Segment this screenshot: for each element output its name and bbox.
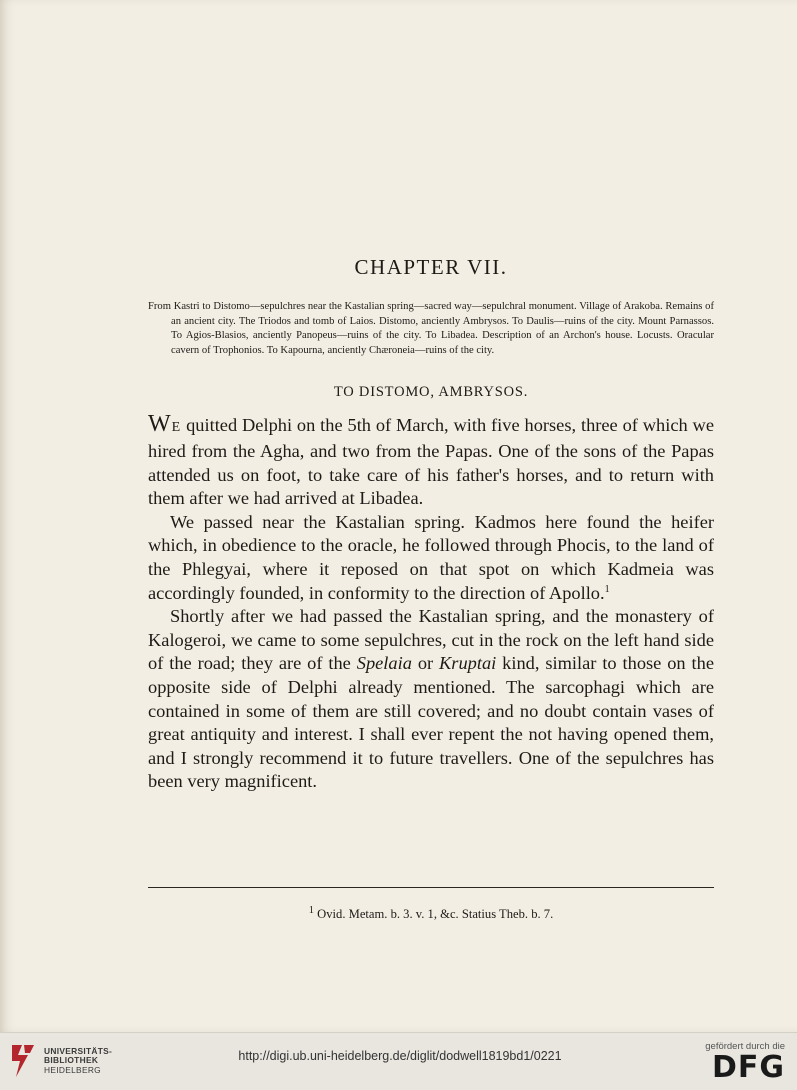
page-content xyxy=(148,255,714,794)
paragraph-3-text-b: kind, similar to those on the opposite side of Delphi already mentioned. The sarcophagi which are contained in some of them are still covered; and no doubt contain vases of great antiquity and interest. I shall ever repent the not having opened them, and I strongly recommend it to future travellers. One of the sepulchres has been very magnificent. xyxy=(148,653,714,792)
term-kruptai: Kruptai xyxy=(439,653,497,674)
viewer-footer xyxy=(0,1032,797,1090)
paragraph-2-text: We passed near the Kastalian spring. Kadmos here found the heifer which, in obedience to the oracle, he followed through Phocis, to the land of the Phlegyai, where it reposed on that spot on which Kadmeia was accordingly founded, in conformity to the direction of Apollo. xyxy=(148,511,714,603)
footnote-divider xyxy=(148,887,714,888)
dfg-logo: DFG xyxy=(711,1050,785,1085)
dfg-sponsor[interactable] xyxy=(705,1041,785,1084)
footnote-text: Ovid. Metam. b. 3. v. 1, &c. Statius Theb. b. 7. xyxy=(313,907,554,922)
chapter-title: CHAPTER VII. xyxy=(354,255,508,279)
paragraph-3 xyxy=(148,605,714,794)
drop-cap: W xyxy=(148,411,172,438)
term-spelaia: Spelaia xyxy=(356,653,412,674)
library-name xyxy=(44,1047,112,1076)
paragraph-3-text-a: Shortly after we had passed the Kastalian spring, and the monastery of Kalogeroi, we came to some sepulchres, cut in the rock on the left hand side of the road; they are of the xyxy=(148,606,714,674)
footnote xyxy=(148,905,714,922)
paragraph-3-or: or xyxy=(411,653,440,674)
library-name-line-3: HEIDELBERG xyxy=(44,1064,101,1075)
library-name-line-2: BIBLIOTHEK xyxy=(44,1055,99,1066)
chapter-summary: From Kastri to Distomo—sepulchres near the Kastalian spring—sacred way—sepulchral monument. Village of Arakoba. Remains of an ancient city. The Triodos and tomb of Laios. Distomo, anciently Ambrysos. To Daulis—ruins of the city. Mount Parnassos. To Agios-Blasios, anciently Panopeus—ruins of the city. To Libadea. Description of an Archon's house. Locusts. Oracular cavern of Trophonios. To Kapourna, anciently Chæroneia—ruins of the city. xyxy=(148,301,714,356)
library-emblem-icon xyxy=(8,1043,38,1079)
small-cap: E xyxy=(171,420,182,436)
university-library-logo[interactable] xyxy=(8,1043,112,1079)
footnote-marker: 1 xyxy=(308,905,314,916)
library-name-line-1: UNIVERSITÄTS- xyxy=(44,1045,113,1056)
paragraph-1-text: quitted Delphi on the 5th of March, with five horses, three of which we hired from the Agha, and two from the Papas. One of the sons of the Papas attended us on foot, to take care of his father's horses, and to return with them after we had arrived at Libadea. xyxy=(148,415,714,509)
section-heading: TO DISTOMO, AMBRYSOS. xyxy=(333,384,529,401)
sponsor-tagline: gefördert durch die xyxy=(705,1041,785,1052)
footnote-reference[interactable]: 1 xyxy=(604,583,610,595)
paragraph-2 xyxy=(148,511,714,605)
paragraph-1 xyxy=(148,413,714,510)
permalink-url[interactable]: http://digi.ub.uni-heidelberg.de/diglit/dodwell1819bd1/0221 xyxy=(238,1049,562,1063)
